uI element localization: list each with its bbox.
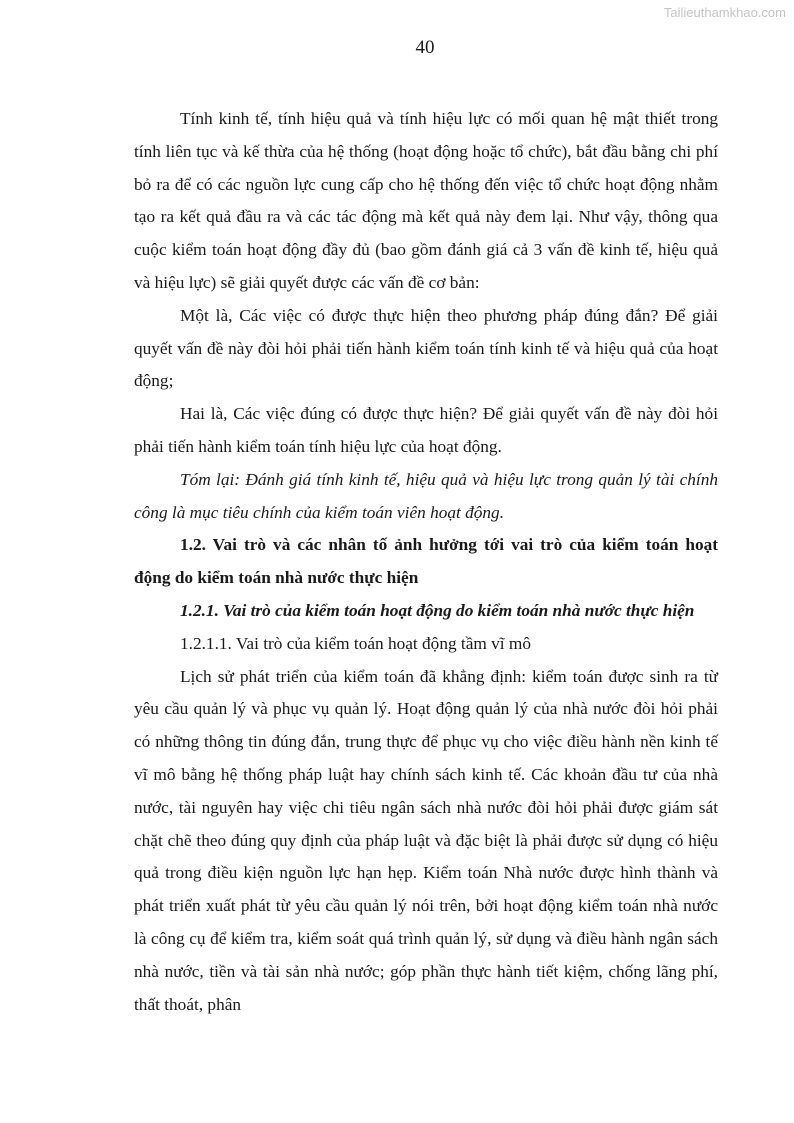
paragraph: Một là, Các việc có được thực hiện theo phương pháp đúng đắn? Để giải quyết vấn đề này đòi hỏi phải tiến hành kiểm toán tính kinh tế và hiệu quả của hoạt động; <box>134 305 718 391</box>
paragraph: Lịch sử phát triển của kiểm toán đã khẳng định: kiểm toán được sinh ra từ yêu cầu quản lý và phục vụ quản lý. Hoạt động quản lý của nhà nước đòi hỏi phải có những thông tin đúng đắn, trung thực để phục vụ cho việc điều hành nền kinh tế vĩ mô bằng hệ thống pháp luật hay chính sách kinh tế. Các khoản đầu tư của nhà nước, tài nguyên hay việc chi tiêu ngân sách nhà nước đòi hỏi phải được giám sát chặt chẽ theo đúng quy định của pháp luật và đặc biệt là phải được sử dụng có hiệu quả trong điều kiện nguồn lực hạn hẹp. Kiểm toán Nhà nước được hình thành và phát triển xuất phát từ yêu cầu quản lý nói trên, bởi hoạt động kiểm toán nhà nước là công cụ để kiểm tra, kiểm soát quá trình quản lý, sử dụng và điều hành ngân sách nhà nước, tiền và tài sản nhà nước; góp phần thực hành tiết kiệm, chống lãng phí, thất thoát, phân <box>134 666 718 1014</box>
document-body <box>134 103 718 1021</box>
paragraph: Hai là, Các việc đúng có được thực hiện? Để giải quyết vấn đề này đòi hỏi phải tiến hành kiểm toán tính hiệu lực của hoạt động. <box>134 404 718 456</box>
page-number: 40 <box>415 37 435 58</box>
subsection-heading: 1.2.1. Vai trò của kiểm toán hoạt động do kiểm toán nhà nước thực hiện <box>180 600 695 620</box>
section-heading: 1.2. Vai trò và các nhân tố ảnh hưởng tới vai trò của kiểm toán hoạt động do kiểm toán nhà nước thực hiện <box>134 535 718 588</box>
watermark: Tailieuthamkhao.com <box>663 5 786 20</box>
paragraph: Tính kinh tế, tính hiệu quả và tính hiệu lực có mối quan hệ mật thiết trong tính liên tục và kế thừa của hệ thống (hoạt động hoặc tổ chức), bắt đầu bằng chi phí bỏ ra để có các nguồn lực cung cấp cho hệ thống đến việc tổ chức hoạt động nhằm tạo ra kết quả đầu ra và các tác động mà kết quả này đem lại. Như vậy, thông qua cuộc kiểm toán hoạt động đầy đủ (bao gồm đánh giá cả 3 vấn đề kinh tế, hiệu quả và hiệu lực) sẽ giải quyết được các vấn đề cơ bản: <box>134 109 718 292</box>
subsubsection-heading: 1.2.1.1. Vai trò của kiểm toán hoạt động tầm vĩ mô <box>180 633 532 653</box>
summary-paragraph: Tóm lại: Đánh giá tính kinh tế, hiệu quả và hiệu lực trong quản lý tài chính công là mục tiêu chính của kiểm toán viên hoạt động. <box>134 469 718 522</box>
